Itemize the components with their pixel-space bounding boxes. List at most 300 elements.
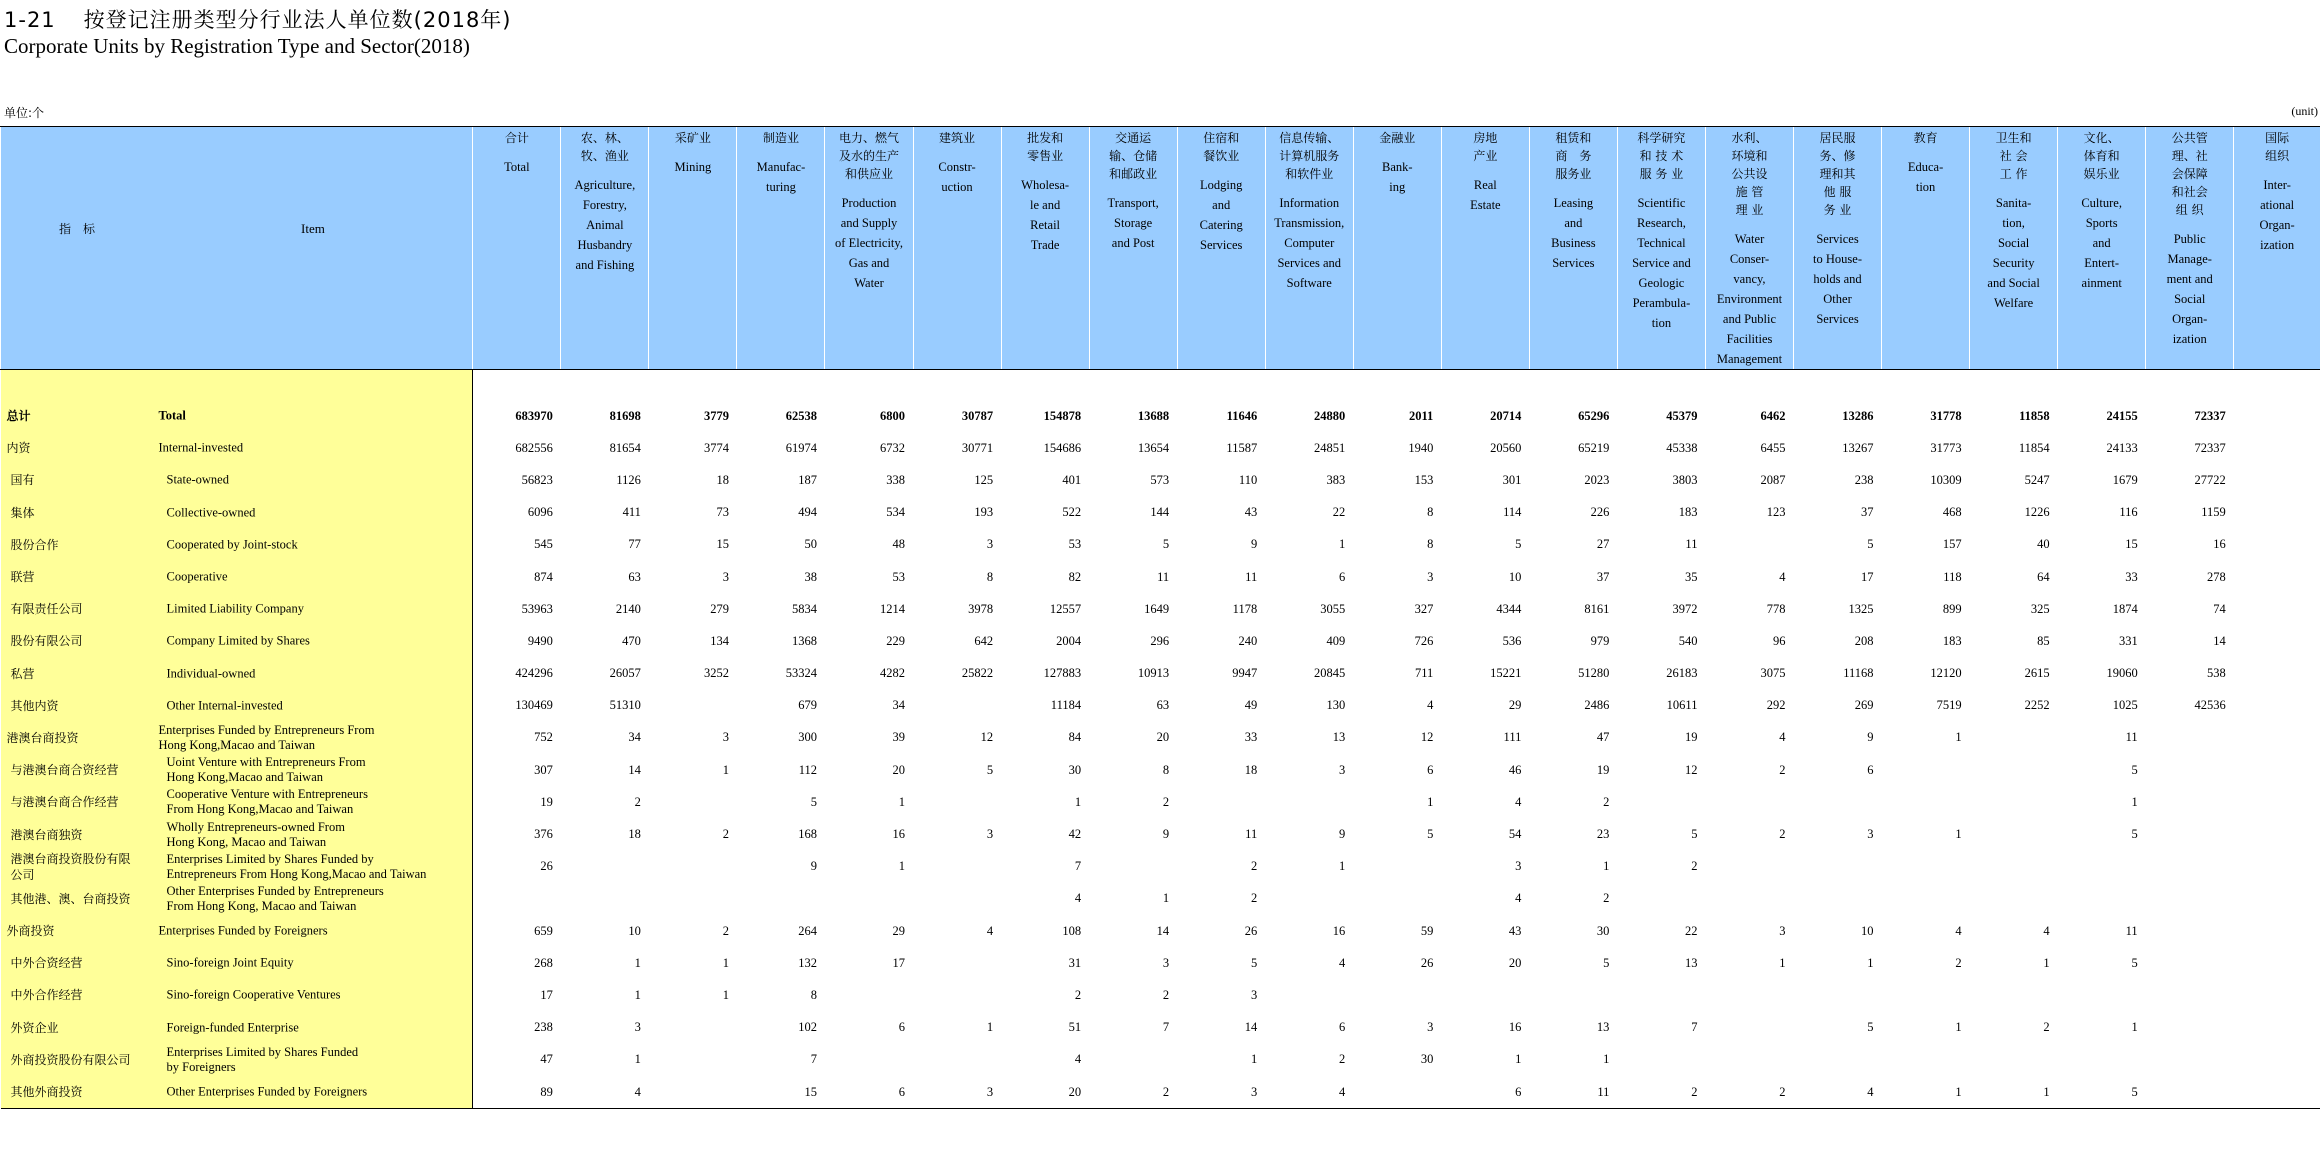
value-cell: 134 bbox=[710, 633, 729, 648]
value-cell: 110 bbox=[1238, 472, 1258, 487]
value-cell: 45338 bbox=[1666, 440, 1698, 455]
row-label-cell bbox=[1, 529, 473, 561]
column-header-en: Total bbox=[504, 160, 530, 174]
value-cell: 193 bbox=[974, 505, 994, 520]
row-label-cell bbox=[1, 979, 473, 1011]
value-cell: 168 bbox=[798, 827, 817, 842]
value-cell bbox=[2146, 1044, 2234, 1076]
value-cell bbox=[2146, 1076, 2234, 1109]
value-cell: 16 bbox=[892, 827, 906, 842]
value-cell: 11858 bbox=[2019, 408, 2050, 423]
value-cell: 494 bbox=[798, 505, 817, 520]
value-cell bbox=[1970, 722, 2058, 754]
value-cell: 1 bbox=[722, 955, 729, 970]
row-label-cn: 中外合作经营 bbox=[10, 988, 83, 1003]
spacer-cell bbox=[1265, 370, 1353, 401]
row-label-cell bbox=[1, 561, 473, 593]
value-cell bbox=[1882, 754, 1970, 786]
value-cell bbox=[1617, 786, 1705, 818]
value-cell bbox=[1353, 851, 1441, 883]
value-cell: 30771 bbox=[961, 440, 994, 455]
row-label-en: Other Internal-invested bbox=[166, 698, 283, 713]
value-cell: 1368 bbox=[791, 633, 817, 648]
value-cell: 1 bbox=[634, 987, 641, 1002]
value-cell bbox=[1265, 786, 1353, 818]
row-label-cell bbox=[1, 818, 473, 850]
table-body bbox=[1, 370, 2320, 1109]
value-cell: 18 bbox=[716, 472, 729, 487]
spacer-cell bbox=[1001, 370, 1089, 401]
value-cell: 17 bbox=[892, 955, 906, 970]
column-header-en: Mining bbox=[674, 160, 712, 174]
value-cell: 14 bbox=[2213, 633, 2226, 648]
value-cell: 874 bbox=[534, 569, 553, 584]
value-cell: 26057 bbox=[609, 666, 641, 681]
value-cell: 13688 bbox=[1137, 408, 1170, 423]
value-cell: 5 bbox=[1603, 955, 1610, 970]
value-cell bbox=[2234, 818, 2320, 850]
value-cell bbox=[2146, 786, 2234, 818]
value-cell: 3 bbox=[1427, 1020, 1434, 1035]
value-cell: 3 bbox=[1779, 923, 1786, 938]
value-cell: 1 bbox=[2131, 1020, 2138, 1035]
value-cell bbox=[2234, 464, 2320, 496]
value-cell: 59 bbox=[1420, 923, 1434, 938]
value-cell: 1214 bbox=[880, 601, 906, 616]
column-header-cn: 公共管 理、社 会保障 和社会 组 织 bbox=[2171, 131, 2208, 217]
value-cell: 154878 bbox=[1043, 408, 1082, 423]
value-cell: 534 bbox=[886, 505, 906, 520]
column-header-cn: 租赁和 商 务 服务业 bbox=[1555, 131, 1592, 181]
table-row bbox=[1, 979, 2320, 1011]
value-cell: 2 bbox=[1603, 891, 1610, 906]
value-cell: 118 bbox=[1943, 569, 1962, 584]
value-cell: 264 bbox=[798, 923, 817, 938]
column-header bbox=[1353, 127, 1441, 370]
value-cell: 6 bbox=[825, 1076, 913, 1109]
value-cell: 125 bbox=[974, 472, 994, 487]
row-label-cn: 股份有限公司 bbox=[10, 634, 83, 649]
value-cell: 27 bbox=[1596, 537, 1610, 552]
table-row bbox=[1, 400, 2320, 432]
value-cell: 54 bbox=[1508, 827, 1522, 842]
value-cell: 338 bbox=[886, 472, 906, 487]
value-cell: 81654 bbox=[609, 440, 641, 455]
column-header bbox=[2234, 127, 2320, 370]
value-cell: 6 bbox=[1339, 1020, 1346, 1035]
value-cell: 726 bbox=[1414, 633, 1434, 648]
column-header-cn: 批发和 零售业 bbox=[1027, 131, 1064, 163]
value-cell bbox=[1353, 883, 1441, 915]
value-cell: 409 bbox=[1326, 633, 1346, 648]
spacer-cell bbox=[1177, 370, 1265, 401]
row-label-cell bbox=[1, 1044, 473, 1076]
value-cell bbox=[2234, 690, 2320, 722]
value-cell: 5 bbox=[810, 794, 817, 809]
value-cell: 4 bbox=[1339, 955, 1346, 970]
value-cell: 3 bbox=[1162, 955, 1170, 970]
header-indicator-cn: 指 标 bbox=[59, 222, 96, 236]
column-header-cn: 科学研究 和 技 术 服 务 业 bbox=[1637, 131, 1686, 181]
value-cell: 296 bbox=[1150, 633, 1170, 648]
row-label-cell bbox=[1, 658, 473, 690]
value-cell: 3972 bbox=[1672, 601, 1698, 616]
table-row bbox=[1, 497, 2320, 529]
row-label-en: Enterprises Limited by Shares Funded by Foreigners bbox=[166, 1044, 359, 1074]
value-cell bbox=[649, 1012, 737, 1044]
row-label-cell bbox=[1, 497, 473, 529]
value-cell bbox=[1970, 754, 2058, 786]
value-cell: 84 bbox=[1068, 730, 1082, 745]
row-label-en: Other Enterprises Funded by Entrepreneurs From Hong Kong, Macao and Taiwan bbox=[166, 883, 384, 913]
row-label-en: Cooperative Venture with Entrepreneurs From Hong Kong,Macao and Taiwan bbox=[166, 787, 368, 817]
value-cell: 1 bbox=[1603, 859, 1610, 874]
value-cell: 27722 bbox=[2194, 472, 2226, 487]
value-cell bbox=[825, 979, 913, 1011]
value-cell bbox=[1882, 786, 1970, 818]
value-cell bbox=[2058, 1044, 2146, 1076]
value-cell: 2 bbox=[1339, 1052, 1346, 1067]
row-label-en: Enterprises Limited by Shares Funded by Entrepreneurs From Hong Kong,Macao and Taiwan bbox=[166, 851, 427, 881]
value-cell: 8 bbox=[986, 569, 994, 584]
spacer-cell bbox=[1617, 370, 1705, 401]
value-cell: 37 bbox=[1861, 505, 1874, 520]
column-header-cn: 信息传输、 计算机服务 和软件业 bbox=[1279, 131, 1340, 181]
value-cell bbox=[913, 979, 1001, 1011]
value-cell bbox=[1529, 979, 1617, 1011]
column-header bbox=[1617, 127, 1705, 370]
value-cell: 13286 bbox=[1842, 408, 1874, 423]
row-label-en: Enterprises Funded by Foreigners bbox=[158, 923, 328, 938]
value-cell: 3978 bbox=[968, 601, 994, 616]
value-cell: 10913 bbox=[1137, 666, 1170, 681]
value-cell bbox=[1705, 786, 1793, 818]
title-cn-text: 按登记注册类型分行业法人单位数(2018年) bbox=[83, 8, 512, 32]
value-cell: 3 bbox=[1515, 859, 1522, 874]
value-cell: 102 bbox=[798, 1020, 817, 1035]
value-cell bbox=[2234, 883, 2320, 915]
table-row bbox=[1, 464, 2320, 496]
value-cell: 20 bbox=[1001, 1076, 1089, 1109]
value-cell: 8 bbox=[1427, 537, 1434, 552]
value-cell: 15 bbox=[2125, 537, 2138, 552]
value-cell: 3 bbox=[722, 569, 729, 584]
row-label-cn: 联营 bbox=[10, 570, 35, 585]
value-cell: 711 bbox=[1415, 666, 1434, 681]
value-cell: 26 bbox=[1420, 955, 1434, 970]
column-header bbox=[1001, 127, 1089, 370]
value-cell: 30 bbox=[1068, 762, 1082, 777]
value-cell: 7 bbox=[810, 1052, 817, 1067]
value-cell: 1 bbox=[2131, 794, 2138, 809]
value-cell bbox=[913, 786, 1001, 818]
row-label-cn: 其他内资 bbox=[10, 698, 59, 713]
value-cell bbox=[1177, 786, 1265, 818]
column-header bbox=[1794, 127, 1882, 370]
table-row bbox=[1, 593, 2320, 625]
value-cell: 4 bbox=[1794, 1076, 1882, 1109]
value-cell: 20714 bbox=[1490, 408, 1522, 423]
value-cell: 30787 bbox=[961, 408, 994, 423]
spacer-cell bbox=[1529, 370, 1617, 401]
value-cell: 10611 bbox=[1666, 698, 1698, 713]
row-label-cell bbox=[1, 690, 473, 722]
row-label-cell bbox=[1, 625, 473, 657]
column-header-en: Educa- tion bbox=[1907, 160, 1944, 194]
value-cell: 20 bbox=[1156, 730, 1170, 745]
column-header-en: Real Estate bbox=[1470, 178, 1501, 212]
value-cell: 8 bbox=[1427, 505, 1434, 520]
value-cell: 13 bbox=[1684, 955, 1698, 970]
data-table bbox=[0, 126, 2320, 1109]
value-cell: 9 bbox=[1162, 827, 1170, 842]
value-cell bbox=[1970, 786, 2058, 818]
value-cell: 2023 bbox=[1584, 472, 1610, 487]
value-cell: 8 bbox=[810, 987, 817, 1002]
value-cell: 116 bbox=[2119, 505, 2138, 520]
row-label-cell bbox=[1, 915, 473, 947]
value-cell: 899 bbox=[1942, 601, 1962, 616]
value-cell bbox=[1794, 883, 1882, 915]
column-header-en: Agriculture, Forestry, Animal Husbandry and Fishing bbox=[574, 178, 636, 272]
value-cell bbox=[913, 947, 1001, 979]
value-cell: 11854 bbox=[2018, 440, 2050, 455]
value-cell: 34 bbox=[892, 698, 906, 713]
table-row bbox=[1, 818, 2320, 850]
value-cell: 2 bbox=[2043, 1020, 2050, 1035]
value-cell: 6096 bbox=[527, 505, 553, 520]
value-cell bbox=[1882, 883, 1970, 915]
value-cell bbox=[473, 883, 561, 915]
value-cell: 112 bbox=[798, 762, 817, 777]
column-header-en: Bank- ing bbox=[1382, 160, 1413, 194]
column-header bbox=[825, 127, 913, 370]
value-cell: 11168 bbox=[1843, 666, 1874, 681]
value-cell: 573 bbox=[1150, 472, 1170, 487]
value-cell: 3 bbox=[1427, 569, 1434, 584]
value-cell: 74 bbox=[2213, 601, 2226, 616]
value-cell bbox=[2234, 1012, 2320, 1044]
value-cell: 11 bbox=[2125, 730, 2138, 745]
spacer-cell bbox=[2146, 370, 2234, 401]
value-cell: 752 bbox=[534, 730, 553, 745]
table-row bbox=[1, 1012, 2320, 1044]
row-label-en: State-owned bbox=[166, 472, 229, 487]
table-row bbox=[1, 947, 2320, 979]
value-cell: 3774 bbox=[703, 440, 729, 455]
value-cell: 5834 bbox=[791, 601, 817, 616]
value-cell: 37 bbox=[1596, 569, 1610, 584]
column-header bbox=[561, 127, 649, 370]
value-cell: 238 bbox=[1854, 472, 1874, 487]
value-cell bbox=[825, 883, 913, 915]
row-label-cn: 外商投资股份有限公司 bbox=[10, 1052, 131, 1067]
row-label-cn: 集体 bbox=[10, 505, 35, 520]
value-cell: 4 bbox=[1074, 1052, 1082, 1067]
value-cell: 540 bbox=[1678, 633, 1698, 648]
value-cell: 43 bbox=[1244, 505, 1258, 520]
value-cell: 15221 bbox=[1490, 666, 1522, 681]
value-cell bbox=[1705, 883, 1793, 915]
column-header bbox=[1265, 127, 1353, 370]
row-label-en: Limited Liability Company bbox=[166, 601, 304, 616]
value-cell: 325 bbox=[2030, 601, 2050, 616]
value-cell: 13 bbox=[1332, 730, 1346, 745]
value-cell: 5 bbox=[1162, 537, 1170, 552]
value-cell: 2 bbox=[1617, 1076, 1705, 1109]
value-cell bbox=[1705, 1012, 1793, 1044]
table-row bbox=[1, 658, 2320, 690]
value-cell: 33 bbox=[1244, 730, 1258, 745]
value-cell: 12 bbox=[1684, 762, 1698, 777]
value-cell: 35 bbox=[1684, 569, 1698, 584]
value-cell: 226 bbox=[1590, 505, 1610, 520]
value-cell bbox=[561, 851, 649, 883]
value-cell: 11 bbox=[1245, 827, 1258, 842]
value-cell: 31778 bbox=[1930, 408, 1962, 423]
value-cell: 47 bbox=[1596, 730, 1610, 745]
value-cell: 63 bbox=[628, 569, 641, 584]
row-label-en: Company Limited by Shares bbox=[166, 633, 310, 648]
value-cell bbox=[1794, 851, 1882, 883]
value-cell: 31773 bbox=[1930, 440, 1962, 455]
value-cell bbox=[2058, 883, 2146, 915]
spacer-cell bbox=[1705, 370, 1793, 401]
value-cell: 6 bbox=[1441, 1076, 1529, 1109]
value-cell: 1 bbox=[1074, 794, 1082, 809]
column-header-en: Transport, Storage and Post bbox=[1107, 196, 1159, 250]
value-cell: 61974 bbox=[785, 440, 817, 455]
column-header-cn: 合计 bbox=[504, 131, 529, 145]
value-cell: 26 bbox=[1244, 923, 1258, 938]
row-label-en: Internal-invested bbox=[158, 440, 244, 455]
row-label-cn: 港澳台商投资股份有限 公司 bbox=[10, 851, 131, 882]
value-cell: 5 bbox=[2131, 955, 2138, 970]
value-cell: 9490 bbox=[527, 633, 553, 648]
value-cell: 11 bbox=[1245, 569, 1258, 584]
value-cell: 40 bbox=[2037, 537, 2050, 552]
value-cell: 1940 bbox=[1408, 440, 1434, 455]
value-cell bbox=[2058, 979, 2146, 1011]
column-header-cn: 文化、 体育和 娱乐业 bbox=[2083, 131, 2120, 181]
value-cell: 307 bbox=[534, 762, 553, 777]
column-header bbox=[1529, 127, 1617, 370]
value-cell: 659 bbox=[534, 923, 553, 938]
value-cell: 53 bbox=[1068, 537, 1082, 552]
value-cell bbox=[1617, 979, 1705, 1011]
value-cell: 108 bbox=[1062, 923, 1082, 938]
value-cell: 1 bbox=[1603, 1052, 1610, 1067]
value-cell: 683970 bbox=[515, 408, 553, 423]
value-cell: 9 bbox=[1339, 827, 1346, 842]
value-cell bbox=[2146, 818, 2234, 850]
value-cell: 4 bbox=[1955, 923, 1962, 938]
value-cell: 10 bbox=[1508, 569, 1522, 584]
value-cell bbox=[825, 1044, 913, 1076]
value-cell: 268 bbox=[534, 955, 553, 970]
spacer-cell bbox=[1353, 370, 1441, 401]
value-cell bbox=[649, 690, 737, 722]
value-cell: 4 bbox=[1515, 794, 1522, 809]
table-row bbox=[1, 432, 2320, 464]
value-cell: 2 bbox=[1691, 859, 1698, 874]
value-cell: 20845 bbox=[1314, 666, 1346, 681]
column-header-en: Production and Supply of Electricity, Gas and Water bbox=[835, 196, 903, 290]
value-cell bbox=[1265, 883, 1353, 915]
spacer-cell bbox=[737, 370, 825, 401]
value-cell: 424296 bbox=[515, 666, 553, 681]
column-header-en: Culture, Sports and Entert- ainment bbox=[2081, 196, 2122, 290]
value-cell: 3 bbox=[1867, 827, 1874, 842]
header-row bbox=[1, 127, 2320, 370]
value-cell: 19060 bbox=[2106, 666, 2138, 681]
row-label-cn: 其他外商投资 bbox=[10, 1085, 83, 1100]
value-cell: 1 bbox=[2043, 955, 2050, 970]
table-row bbox=[1, 754, 2320, 786]
spacer-cell bbox=[1089, 370, 1177, 401]
value-cell: 24155 bbox=[2106, 408, 2138, 423]
value-cell: 3779 bbox=[703, 408, 729, 423]
value-cell: 8161 bbox=[1584, 601, 1610, 616]
value-cell bbox=[1353, 1076, 1441, 1109]
value-cell: 5 bbox=[1427, 827, 1434, 842]
value-cell: 81698 bbox=[609, 408, 641, 423]
row-label-en: Sino-foreign Cooperative Ventures bbox=[166, 987, 341, 1002]
value-cell: 1 bbox=[722, 762, 729, 777]
value-cell: 5 bbox=[2131, 827, 2138, 842]
row-label-cell bbox=[1, 722, 473, 754]
value-cell: 3 bbox=[634, 1020, 641, 1035]
value-cell: 183 bbox=[1678, 505, 1698, 520]
value-cell bbox=[1970, 883, 2058, 915]
value-cell: 20560 bbox=[1490, 440, 1522, 455]
value-cell: 331 bbox=[2118, 633, 2138, 648]
value-cell: 1126 bbox=[616, 472, 641, 487]
value-cell: 6732 bbox=[880, 440, 906, 455]
column-header-en: Scientific Research, Technical Service and Geologic Perambula- tion bbox=[1632, 196, 1691, 330]
value-cell: 73 bbox=[716, 505, 729, 520]
value-cell: 14 bbox=[628, 762, 641, 777]
value-cell: 4 bbox=[561, 1076, 649, 1109]
column-header-cn: 建筑业 bbox=[939, 131, 976, 145]
value-cell: 1226 bbox=[2024, 505, 2050, 520]
value-cell bbox=[649, 851, 737, 883]
value-cell: 1 bbox=[898, 859, 906, 874]
value-cell: 6455 bbox=[1760, 440, 1786, 455]
row-label-cell bbox=[1, 593, 473, 625]
value-cell: 13654 bbox=[1137, 440, 1170, 455]
value-cell: 53963 bbox=[521, 601, 553, 616]
spacer-row bbox=[1, 370, 2320, 401]
value-cell bbox=[2058, 851, 2146, 883]
column-header-en: Sanita- tion, Social Security and Social Welfare bbox=[1987, 196, 2040, 310]
value-cell: 45379 bbox=[1666, 408, 1698, 423]
value-cell: 187 bbox=[798, 472, 817, 487]
value-cell bbox=[2146, 915, 2234, 947]
value-cell: 4 bbox=[1265, 1076, 1353, 1109]
column-header bbox=[1970, 127, 2058, 370]
value-cell: 2087 bbox=[1760, 472, 1786, 487]
value-cell bbox=[1882, 1044, 1970, 1076]
value-cell: 1 bbox=[634, 1052, 641, 1067]
value-cell: 2 bbox=[634, 794, 641, 809]
value-cell: 1649 bbox=[1144, 601, 1170, 616]
value-cell: 51280 bbox=[1578, 666, 1610, 681]
value-cell bbox=[1970, 818, 2058, 850]
value-cell: 15 bbox=[716, 537, 729, 552]
value-cell: 3 bbox=[986, 537, 994, 552]
value-cell bbox=[649, 786, 737, 818]
